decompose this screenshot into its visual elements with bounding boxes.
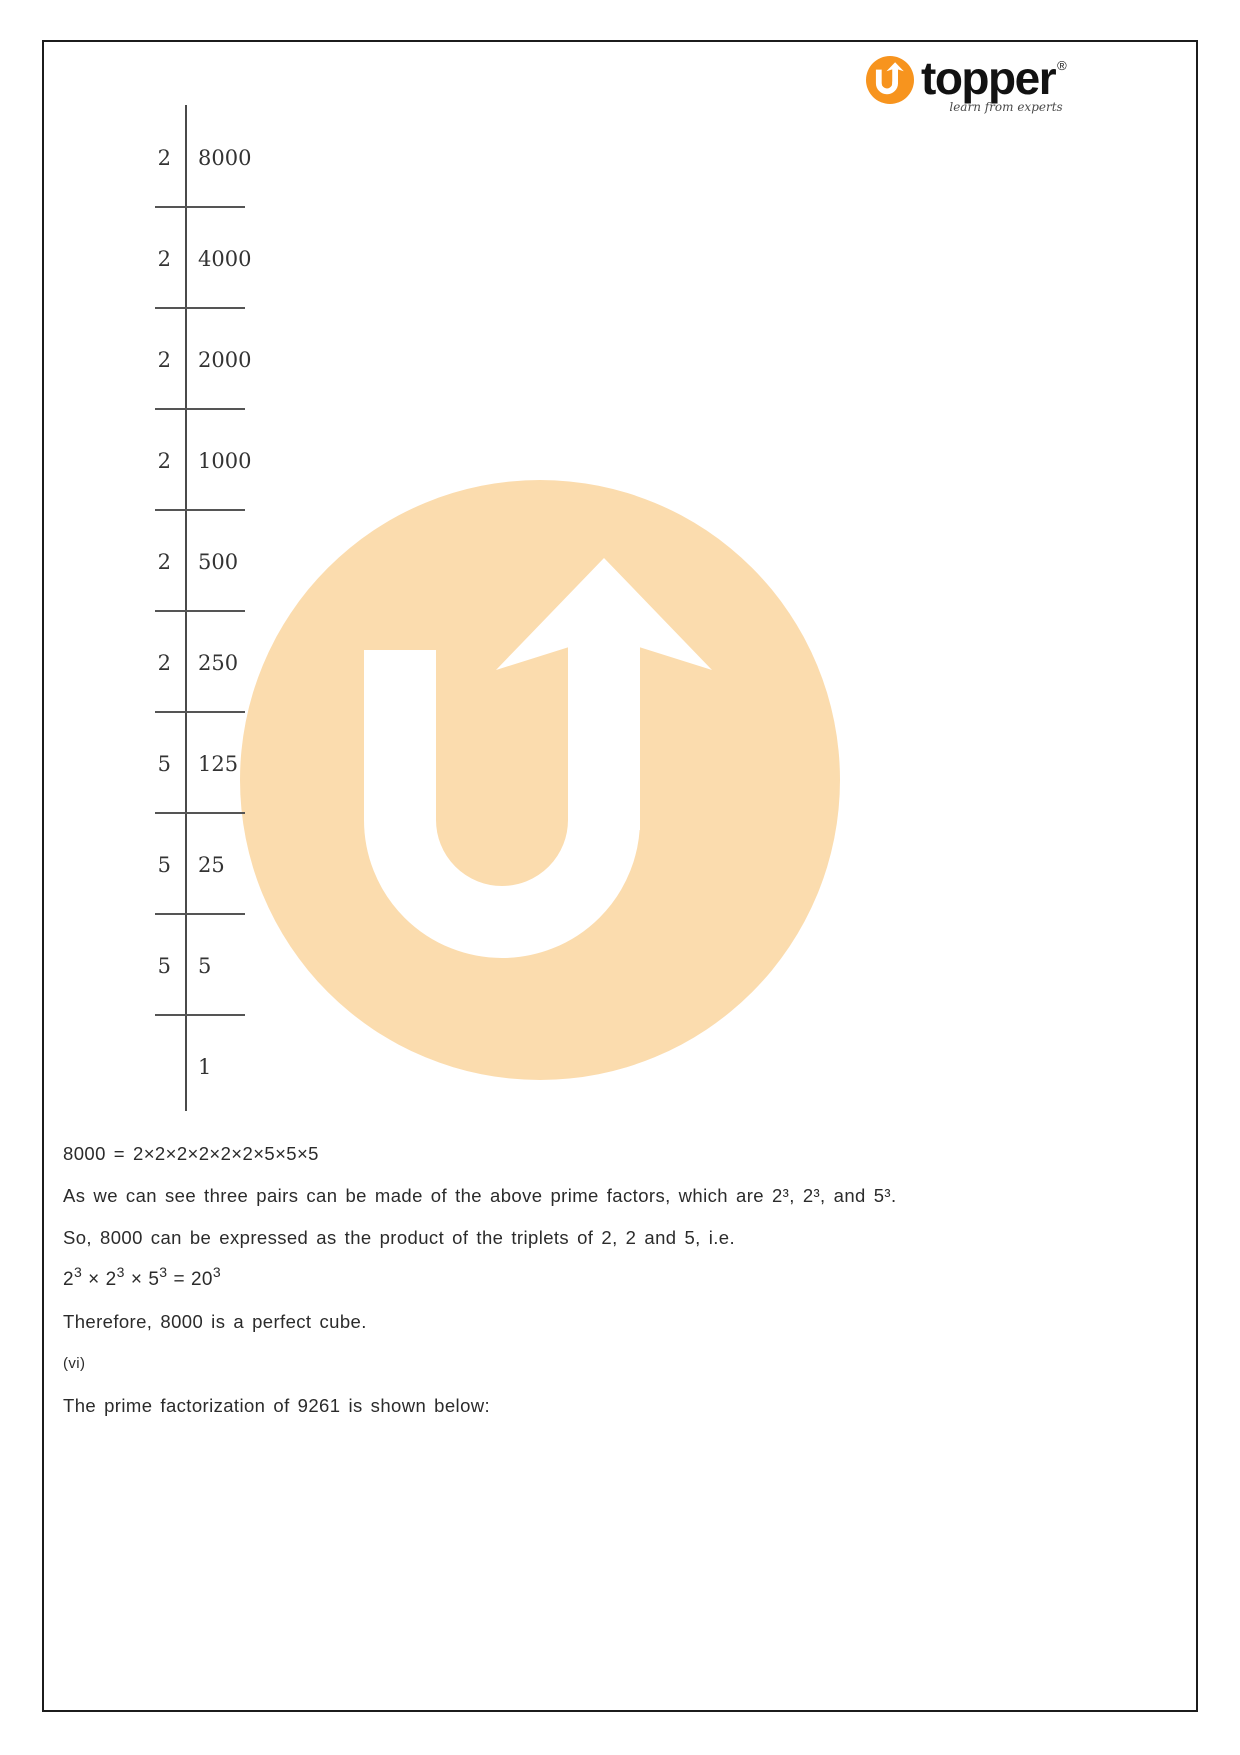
eq-exponent: 3 [212, 1263, 222, 1280]
factor-divisor: 5 [157, 852, 171, 877]
factor-row [132, 915, 392, 1016]
eq-base: 2 [63, 1269, 74, 1290]
cube-equation [63, 1263, 1143, 1291]
factor-divisor: 2 [157, 549, 171, 574]
factor-quotient: 8000 [198, 145, 252, 170]
factor-quotient: 2000 [198, 347, 252, 372]
multiply-sign: × [130, 1269, 143, 1290]
multiply-sign: × [88, 1269, 100, 1290]
topper-logo [866, 52, 1067, 114]
eq-exponent: 3 [116, 1263, 125, 1280]
factor-row [132, 309, 392, 410]
prime-factor-table [132, 107, 392, 1117]
factor-divisor: 2 [157, 347, 171, 372]
factor-row [132, 107, 392, 208]
eq-base: 2 [105, 1269, 117, 1290]
factor-quotient: 250 [198, 650, 239, 675]
pairs-line: As we can see three pairs can be made of the above prime factors, which are 2³, 2³, and 5³. [63, 1185, 897, 1206]
equals-sign: = [173, 1269, 185, 1290]
factor-rows [132, 107, 392, 1117]
solution-text [63, 1142, 1143, 1436]
factorization-line: 8000 = 2×2×2×2×2×2×5×5×5 [63, 1143, 319, 1164]
eq-base: 5 [148, 1269, 160, 1290]
factor-divisor: 2 [157, 650, 171, 675]
part-label: (vi) [63, 1355, 86, 1372]
factor-quotient: 500 [198, 549, 239, 574]
factor-quotient: 25 [198, 852, 225, 877]
factor-quotient: 125 [198, 751, 239, 776]
factor-divisor: 2 [157, 246, 171, 271]
factor-row [132, 612, 392, 713]
factor-row [132, 814, 392, 915]
factor-row [132, 713, 392, 814]
factor-quotient: 1000 [198, 448, 252, 473]
factor-quotient: 4000 [198, 246, 252, 271]
next-section-line: The prime factorization of 9261 is shown below: [63, 1395, 491, 1416]
factor-quotient: 5 [198, 953, 212, 978]
eq-base: 20 [190, 1269, 213, 1290]
brand-name: topper [921, 52, 1056, 104]
factor-row [132, 511, 392, 612]
factor-quotient: 1 [198, 1054, 212, 1079]
factor-row [132, 1016, 392, 1117]
product-line: So, 8000 can be expressed as the product of the triplets of 2, 2 and 5, i.e. [63, 1227, 736, 1248]
factor-row [132, 410, 392, 511]
factor-divisor: 2 [157, 145, 171, 170]
eq-exponent: 3 [159, 1263, 168, 1280]
registered-mark: ® [1057, 57, 1067, 73]
factor-divisor: 5 [157, 953, 171, 978]
eq-exponent: 3 [73, 1263, 83, 1280]
factor-divisor: 2 [157, 448, 171, 473]
conclusion-line: Therefore, 8000 is a perfect cube. [63, 1311, 367, 1332]
factor-row [132, 208, 392, 309]
topper-logo-icon [866, 56, 914, 104]
factor-divisor: 5 [157, 751, 171, 776]
brand-tagline: learn from experts [949, 100, 1063, 114]
